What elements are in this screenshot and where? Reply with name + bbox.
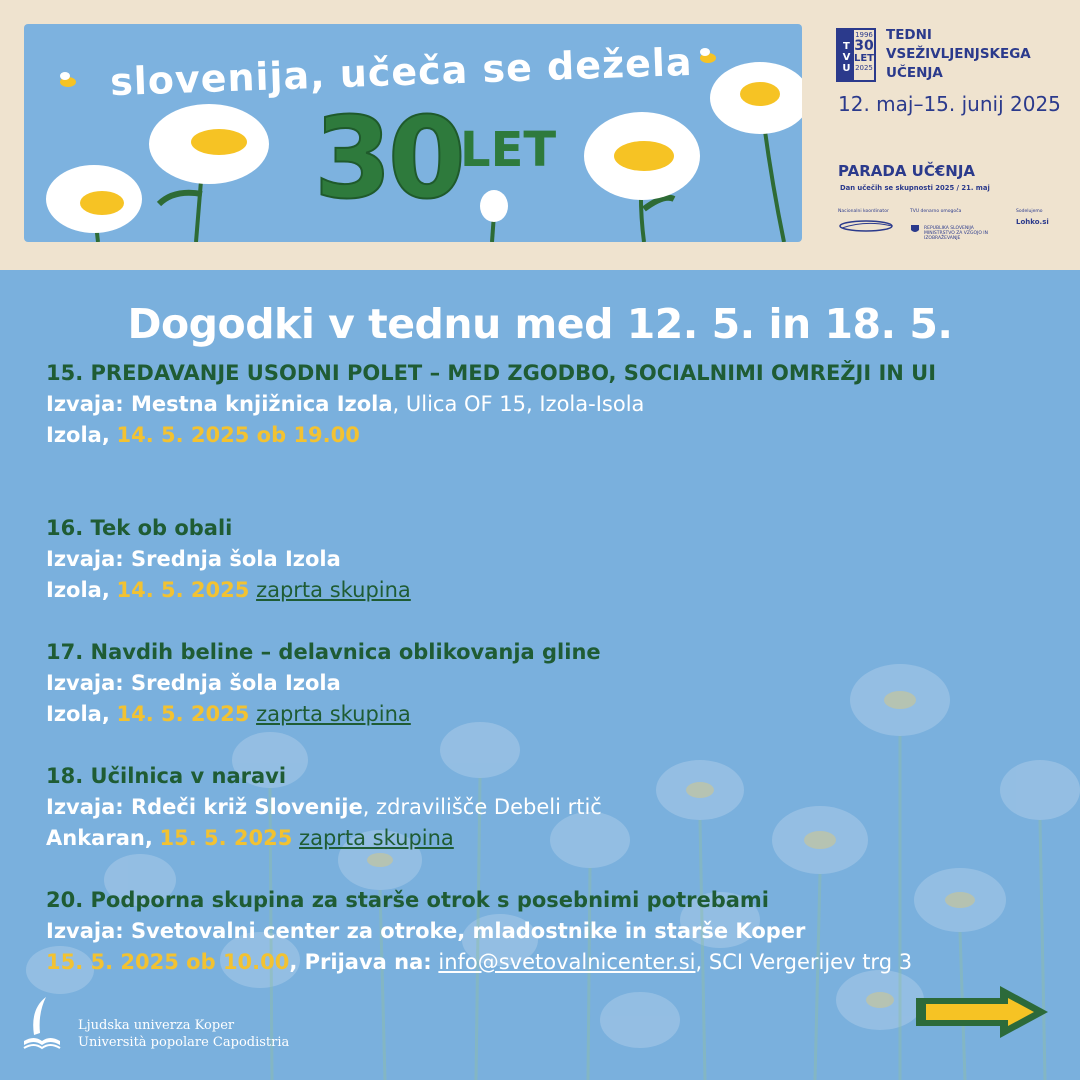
tvu-year-end: 2025 <box>855 64 873 72</box>
ljudska-univerza-logo <box>20 995 310 1055</box>
funding-label: TVU denarno omogoča <box>910 209 962 214</box>
event-15 <box>46 358 1036 451</box>
tvu-name <box>886 26 1031 83</box>
event-title: 20. Podporna skupina za starše otrok s posebnimi potrebami <box>46 888 770 912</box>
tvu-name-line1: TEDNI <box>886 27 932 43</box>
tvu-let: LET <box>853 53 874 64</box>
page-title: Dogodki v tednu med 12. 5. in 18. 5. <box>127 300 953 348</box>
event-title: 15. PREDAVANJE USODNI POLET – MED ZGODBO, SOCIALNIMI OMREŽJI IN UI <box>46 361 937 385</box>
event-location: , SCI Vergerijev trg 3 <box>695 950 913 974</box>
event-title: 18. Učilnica v naravi <box>46 764 287 788</box>
email-link[interactable]: info@svetovalnicenter.si <box>438 950 696 974</box>
slovenia-coat-of-arms-icon <box>910 224 920 234</box>
coordinator-label: Nacionalni koordinator <box>838 209 889 214</box>
event-date: 15. 5. 2025 ob 10.00 <box>46 950 290 974</box>
banner-30: 30 <box>314 94 462 224</box>
event-when: Ankaran, 15. 5. 2025 zaprta skupina <box>46 826 454 850</box>
event-title: 17. Navdih beline – delavnica oblikovanja gline <box>46 640 601 664</box>
event-16 <box>46 513 1036 606</box>
event-when <box>46 947 1036 978</box>
event-17 <box>46 637 1036 730</box>
tvu-name-line2: VSEŽIVLJENJSKEGA <box>886 46 1031 62</box>
tvu-year-start: 1996 <box>855 31 873 39</box>
event-18 <box>46 761 1036 854</box>
event-organizer: Izvaja: Mestna knjižnica Izola, Ulica OF 15, Izola-Isola <box>46 392 645 416</box>
event-when: Izola, 14. 5. 2025 zaprta skupina <box>46 578 411 602</box>
acs-logo-icon <box>838 218 896 234</box>
quill-book-icon <box>20 995 64 1055</box>
tvu-year-block <box>854 30 874 80</box>
event-when: Izola, 14. 5. 2025 ob 19.00 <box>46 423 360 447</box>
ministry-label: REPUBLIKA SLOVENIJA MINISTRSTVO ZA VZGOJO IN IZOBRAŽEVANJE <box>924 226 988 241</box>
event-when: Izola, 14. 5. 2025 zaprta skupina <box>46 702 411 726</box>
event-date: 15. 5. 2025 <box>159 826 293 850</box>
banner-let: LET <box>460 122 557 178</box>
organization-name-sl: Ljudska univerza Koper <box>78 1018 235 1033</box>
header-banner-area <box>0 0 1080 270</box>
event-20 <box>46 885 1036 978</box>
tvu-logo <box>836 28 876 82</box>
parada-subtitle: Dan učečih se skupnosti 2025 / 21. maj <box>840 184 990 192</box>
event-organizer: Izvaja: Rdeči križ Slovenije, zdravilišče Debeli rtič <box>46 795 602 819</box>
tvu-30: 30 <box>854 38 874 54</box>
event-date: 14. 5. 2025 <box>116 578 250 602</box>
closed-group-link[interactable]: zaprta skupina <box>256 578 411 602</box>
campaign-banner <box>24 24 802 242</box>
event-date: 14. 5. 2025 <box>116 702 250 726</box>
organization-name <box>78 1017 289 1051</box>
event-organizer: Izvaja: Srednja šola Izola <box>46 671 341 695</box>
next-arrow-icon[interactable] <box>912 982 1052 1042</box>
signup-label: , Prijava na: <box>289 950 432 974</box>
parada-ucenja-logo: PARADA UČ€NJA <box>838 162 976 180</box>
event-date: 14. 5. 2025 ob 19.00 <box>116 423 360 447</box>
campaign-dates: 12. maj–15. junij 2025 <box>838 92 1061 116</box>
closed-group-link[interactable]: zaprta skupina <box>256 702 411 726</box>
event-organizer: Izvaja: Svetovalni center za otroke, mladostnike in starše Koper <box>46 919 806 943</box>
organization-name-it: Università popolare Capodistria <box>78 1035 290 1050</box>
closed-group-link[interactable]: zaprta skupina <box>299 826 454 850</box>
tvu-name-line3: UČENJA <box>886 65 943 81</box>
event-title: 16. Tek ob obali <box>46 516 233 540</box>
event-organizer: Izvaja: Srednja šola Izola <box>46 547 341 571</box>
partner-label: Sodelujemo <box>1016 209 1043 214</box>
banner-slogan: slovenija, učeča se dežela <box>109 39 694 105</box>
tvu-letters: TVU <box>838 30 854 80</box>
lohko-logo: Lohko.si <box>1016 218 1049 226</box>
